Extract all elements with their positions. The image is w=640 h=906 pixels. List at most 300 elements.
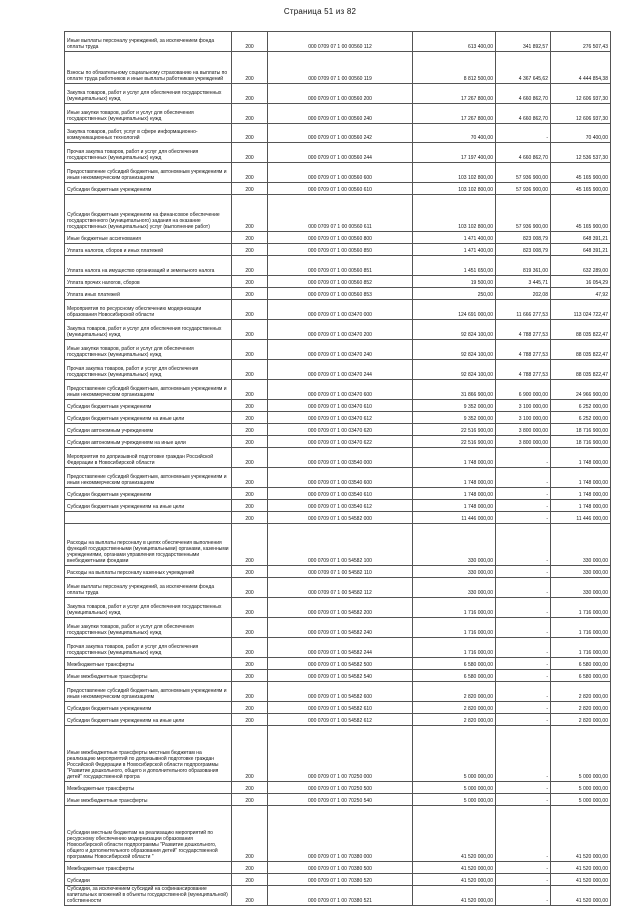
- row-line-code: 200: [232, 276, 268, 288]
- row-executed-amount: 4 788 277,53: [496, 360, 551, 380]
- table-row: [65, 702, 611, 714]
- row-line-code: 200: [232, 400, 268, 412]
- row-budget-code: 000 0709 07 1 00 70380 500: [268, 862, 413, 874]
- table-row: [65, 862, 611, 874]
- row-executed-amount: -: [496, 862, 551, 874]
- table-row: [65, 104, 611, 124]
- row-remaining-amount: 1 748 000,00: [551, 500, 611, 512]
- row-line-code: 200: [232, 488, 268, 500]
- row-approved-amount: 17 267 800,00: [413, 104, 496, 124]
- row-budget-code: 000 0709 07 1 00 70250 500: [268, 782, 413, 794]
- row-name: Прочая закупка товаров, работ и услуг для обеспечения государственных (муниципальных) нужд: [65, 638, 232, 658]
- row-budget-code: 000 0709 07 1 00 03470 612: [268, 412, 413, 424]
- row-remaining-amount: 632 289,00: [551, 256, 611, 276]
- row-line-code: 200: [232, 658, 268, 670]
- table-row: [65, 806, 611, 862]
- row-remaining-amount: 11 446 000,00: [551, 512, 611, 524]
- row-budget-code: 000 0709 07 1 00 70380 521: [268, 886, 413, 906]
- table-row: [65, 500, 611, 512]
- row-approved-amount: 1 471 400,00: [413, 232, 496, 244]
- row-remaining-amount: 18 716 900,00: [551, 424, 611, 436]
- row-executed-amount: -: [496, 524, 551, 566]
- row-approved-amount: 2 820 000,00: [413, 702, 496, 714]
- row-name: Расходы на выплаты персоналу казенных учреждений: [65, 566, 232, 578]
- row-remaining-amount: 6 580 000,00: [551, 670, 611, 682]
- row-line-code: 200: [232, 360, 268, 380]
- row-executed-amount: 341 892,57: [496, 32, 551, 52]
- row-remaining-amount: 6 252 000,00: [551, 400, 611, 412]
- row-executed-amount: 3 100 000,00: [496, 412, 551, 424]
- table-row: [65, 874, 611, 886]
- row-executed-amount: -: [496, 874, 551, 886]
- row-executed-amount: -: [496, 448, 551, 468]
- row-line-code: 200: [232, 143, 268, 163]
- row-executed-amount: -: [496, 598, 551, 618]
- row-budget-code: 000 0709 07 1 00 54582 110: [268, 566, 413, 578]
- row-name: Субсидии бюджетным учреждениям: [65, 183, 232, 195]
- row-remaining-amount: 330 000,00: [551, 566, 611, 578]
- row-approved-amount: 9 352 000,00: [413, 412, 496, 424]
- row-name: Закупка товаров, работ и услуг для обеспечения государственных (муниципальных) нужд: [65, 84, 232, 104]
- row-name: Закупка товаров, работ и услуг для обеспечения государственных (муниципальных) нужд: [65, 320, 232, 340]
- table-row: [65, 195, 611, 232]
- row-line-code: 200: [232, 524, 268, 566]
- row-name: Субсидии: [65, 874, 232, 886]
- row-line-code: 200: [232, 412, 268, 424]
- table-row: [65, 32, 611, 52]
- row-remaining-amount: 88 035 822,47: [551, 360, 611, 380]
- row-executed-amount: 3 445,71: [496, 276, 551, 288]
- row-approved-amount: 41 520 000,00: [413, 862, 496, 874]
- row-approved-amount: 5 000 000,00: [413, 726, 496, 782]
- row-remaining-amount: 1 716 000,00: [551, 618, 611, 638]
- table-row: [65, 488, 611, 500]
- table-row: [65, 578, 611, 598]
- row-budget-code: 000 0709 07 1 00 00560 800: [268, 232, 413, 244]
- row-line-code: 200: [232, 380, 268, 400]
- row-name: Иные выплаты персоналу учреждений, за исключением фонда оплаты труда: [65, 578, 232, 598]
- row-remaining-amount: 16 054,29: [551, 276, 611, 288]
- row-name: Закупка товаров, работ, услуг в сфере информационно-коммуникационных технологий: [65, 124, 232, 143]
- row-budget-code: 000 0709 07 1 00 00560 852: [268, 276, 413, 288]
- row-executed-amount: -: [496, 670, 551, 682]
- row-line-code: 200: [232, 340, 268, 360]
- row-budget-code: 000 0709 07 1 00 54582 200: [268, 598, 413, 618]
- row-line-code: 200: [232, 500, 268, 512]
- table-row: [65, 400, 611, 412]
- row-approved-amount: 2 820 000,00: [413, 714, 496, 726]
- row-line-code: 200: [232, 566, 268, 578]
- row-budget-code: 000 0709 07 1 00 00560 600: [268, 163, 413, 183]
- row-line-code: 200: [232, 670, 268, 682]
- row-line-code: 200: [232, 468, 268, 488]
- row-approved-amount: 41 520 000,00: [413, 874, 496, 886]
- row-budget-code: 000 0709 07 1 00 03470 620: [268, 424, 413, 436]
- row-line-code: 200: [232, 52, 268, 84]
- row-executed-amount: -: [496, 658, 551, 670]
- row-name: Взносы по обязательному социальному страхованию на выплаты по оплате труда работников и иные выплаты работникам учреждений: [65, 52, 232, 84]
- table-body: [65, 32, 611, 906]
- row-budget-code: 000 0709 07 1 00 54582 244: [268, 638, 413, 658]
- row-approved-amount: 31 866 900,00: [413, 380, 496, 400]
- row-budget-code: 000 0709 07 1 00 54582 600: [268, 682, 413, 702]
- row-executed-amount: -: [496, 782, 551, 794]
- row-name: Иные выплаты персоналу учреждений, за исключением фонда оплаты труда: [65, 32, 232, 52]
- row-budget-code: 000 0709 07 1 00 54582 500: [268, 658, 413, 670]
- row-approved-amount: 92 824 100,00: [413, 320, 496, 340]
- row-remaining-amount: 41 520 000,00: [551, 886, 611, 906]
- row-executed-amount: -: [496, 682, 551, 702]
- table-row: [65, 598, 611, 618]
- table-row: [65, 618, 611, 638]
- table-row: [65, 468, 611, 488]
- row-budget-code: 000 0709 07 1 00 00560 244: [268, 143, 413, 163]
- row-line-code: 200: [232, 84, 268, 104]
- row-name: Субсидии бюджетным учреждениям на иные цели: [65, 500, 232, 512]
- row-approved-amount: 19 500,00: [413, 276, 496, 288]
- row-remaining-amount: 276 507,43: [551, 32, 611, 52]
- table-row: [65, 256, 611, 276]
- row-approved-amount: 1 748 000,00: [413, 448, 496, 468]
- row-budget-code: 000 0709 07 1 00 03540 610: [268, 488, 413, 500]
- row-line-code: 200: [232, 682, 268, 702]
- row-remaining-amount: 6 252 000,00: [551, 412, 611, 424]
- row-line-code: 200: [232, 874, 268, 886]
- table-row: [65, 424, 611, 436]
- row-remaining-amount: 5 000 000,00: [551, 794, 611, 806]
- row-remaining-amount: 24 966 900,00: [551, 380, 611, 400]
- table-row: [65, 163, 611, 183]
- row-line-code: 200: [232, 32, 268, 52]
- row-line-code: 200: [232, 578, 268, 598]
- row-budget-code: 000 0709 07 1 00 00560 611: [268, 195, 413, 232]
- row-executed-amount: 6 900 000,00: [496, 380, 551, 400]
- table-row: [65, 143, 611, 163]
- row-line-code: 200: [232, 714, 268, 726]
- row-approved-amount: 22 516 900,00: [413, 436, 496, 448]
- row-executed-amount: 4 788 277,53: [496, 340, 551, 360]
- row-approved-amount: 11 446 000,00: [413, 512, 496, 524]
- row-remaining-amount: 70 400,00: [551, 124, 611, 143]
- row-name: Уплата прочих налогов, сборов: [65, 276, 232, 288]
- row-budget-code: 000 0709 07 1 00 00560 610: [268, 183, 413, 195]
- table-row: [65, 524, 611, 566]
- row-approved-amount: 250,00: [413, 288, 496, 300]
- row-remaining-amount: 1 748 000,00: [551, 488, 611, 500]
- table-row: [65, 436, 611, 448]
- row-name: Мероприятия по допризывной подготовке граждан Российской Федерации в Новосибирской области: [65, 448, 232, 468]
- table-row: [65, 84, 611, 104]
- table-row: [65, 658, 611, 670]
- row-executed-amount: -: [496, 500, 551, 512]
- row-budget-code: 000 0709 07 1 00 03540 612: [268, 500, 413, 512]
- row-approved-amount: 103 102 800,00: [413, 183, 496, 195]
- row-approved-amount: 1 748 000,00: [413, 468, 496, 488]
- row-name: Иные закупки товаров, работ и услуг для обеспечения государственных (муниципальных) нужд: [65, 340, 232, 360]
- row-remaining-amount: 2 820 000,00: [551, 702, 611, 714]
- row-approved-amount: 70 400,00: [413, 124, 496, 143]
- row-executed-amount: -: [496, 726, 551, 782]
- table-row: [65, 124, 611, 143]
- row-executed-amount: -: [496, 468, 551, 488]
- table-row: [65, 300, 611, 320]
- row-executed-amount: -: [496, 638, 551, 658]
- row-line-code: 200: [232, 794, 268, 806]
- row-remaining-amount: 41 520 000,00: [551, 862, 611, 874]
- row-executed-amount: 57 936 900,00: [496, 163, 551, 183]
- row-approved-amount: 1 451 650,00: [413, 256, 496, 276]
- row-executed-amount: -: [496, 488, 551, 500]
- row-executed-amount: -: [496, 794, 551, 806]
- row-name: Субсидии автономным учреждениям на иные цели: [65, 436, 232, 448]
- row-executed-amount: -: [496, 124, 551, 143]
- row-approved-amount: 2 820 000,00: [413, 682, 496, 702]
- row-approved-amount: 1 716 000,00: [413, 598, 496, 618]
- row-line-code: 200: [232, 702, 268, 714]
- row-line-code: 200: [232, 598, 268, 618]
- row-name: Субсидии бюджетным учреждениям: [65, 702, 232, 714]
- row-budget-code: 000 0709 07 1 00 54582 000: [268, 512, 413, 524]
- table-row: [65, 340, 611, 360]
- row-name: Межбюджетные трансферты: [65, 658, 232, 670]
- table-row: [65, 726, 611, 782]
- row-budget-code: 000 0709 07 1 00 03470 622: [268, 436, 413, 448]
- row-budget-code: 000 0709 07 1 00 54582 612: [268, 714, 413, 726]
- row-remaining-amount: 113 024 722,47: [551, 300, 611, 320]
- table-row: [65, 714, 611, 726]
- table-row: [65, 512, 611, 524]
- table-row: [65, 782, 611, 794]
- row-approved-amount: 41 520 000,00: [413, 806, 496, 862]
- row-remaining-amount: 41 520 000,00: [551, 806, 611, 862]
- row-approved-amount: 17 267 800,00: [413, 84, 496, 104]
- row-executed-amount: -: [496, 578, 551, 598]
- row-remaining-amount: 5 000 000,00: [551, 782, 611, 794]
- table-row: [65, 360, 611, 380]
- budget-execution-table: [64, 31, 611, 906]
- row-approved-amount: 1 716 000,00: [413, 638, 496, 658]
- row-remaining-amount: 2 820 000,00: [551, 682, 611, 702]
- table-row: [65, 448, 611, 468]
- row-executed-amount: 57 936 900,00: [496, 195, 551, 232]
- row-line-code: 200: [232, 244, 268, 256]
- row-approved-amount: 22 516 900,00: [413, 424, 496, 436]
- row-line-code: 200: [232, 618, 268, 638]
- row-name: Расходы на выплаты персоналу в целях обеспечения выполнения функций государственными (муниципальными) органами, казенными учреждениями, органами управления государственными внебюджетными фондами: [65, 524, 232, 566]
- row-remaining-amount: 1 748 000,00: [551, 468, 611, 488]
- table-row: [65, 276, 611, 288]
- row-line-code: 200: [232, 124, 268, 143]
- row-remaining-amount: 88 035 822,47: [551, 320, 611, 340]
- row-remaining-amount: 330 000,00: [551, 524, 611, 566]
- row-name: Иные межбюджетные трансферты местным бюджетам на реализацию мероприятий по допризывной подготовке граждан Российской Федерации в Новосибирской области подпрограммы "Развитие дошкольного, общего и дополнительного образования детей" государственной програ: [65, 726, 232, 782]
- row-line-code: 200: [232, 300, 268, 320]
- row-executed-amount: -: [496, 714, 551, 726]
- row-budget-code: 000 0709 07 1 00 00560 853: [268, 288, 413, 300]
- row-budget-code: 000 0709 07 1 00 70380 520: [268, 874, 413, 886]
- row-budget-code: 000 0709 07 1 00 03470 240: [268, 340, 413, 360]
- row-remaining-amount: 12 606 937,30: [551, 84, 611, 104]
- row-budget-code: 000 0709 07 1 00 70250 000: [268, 726, 413, 782]
- row-line-code: 200: [232, 163, 268, 183]
- row-approved-amount: 1 748 000,00: [413, 488, 496, 500]
- row-line-code: 200: [232, 448, 268, 468]
- row-name: Уплата налогов, сборов и иных платежей: [65, 244, 232, 256]
- row-remaining-amount: 5 000 000,00: [551, 726, 611, 782]
- row-remaining-amount: 47,92: [551, 288, 611, 300]
- row-budget-code: 000 0709 07 1 00 03470 600: [268, 380, 413, 400]
- row-remaining-amount: 1 716 000,00: [551, 598, 611, 618]
- table-row: [65, 638, 611, 658]
- row-remaining-amount: 45 165 900,00: [551, 195, 611, 232]
- row-name: Уплата иных платежей: [65, 288, 232, 300]
- table-row: [65, 682, 611, 702]
- row-name: Предоставление субсидий бюджетным, автономным учреждениям и иным некоммерческим организациям: [65, 163, 232, 183]
- row-executed-amount: 819 361,00: [496, 256, 551, 276]
- row-remaining-amount: 648 391,21: [551, 232, 611, 244]
- row-approved-amount: 17 197 400,00: [413, 143, 496, 163]
- row-approved-amount: 103 102 800,00: [413, 163, 496, 183]
- row-name: Уплата налога на имущество организаций и земельного налога: [65, 256, 232, 276]
- row-approved-amount: 92 824 100,00: [413, 360, 496, 380]
- row-line-code: 200: [232, 104, 268, 124]
- row-executed-amount: 4 660 862,70: [496, 84, 551, 104]
- row-budget-code: 000 0709 07 1 00 00560 240: [268, 104, 413, 124]
- page-number-header: Страница 51 из 82: [283, 7, 357, 16]
- row-approved-amount: 1 716 000,00: [413, 618, 496, 638]
- row-name: [65, 512, 232, 524]
- row-name: Субсидии, за исключением субсидий на софинансирование капитальных вложений в объекты государственной (муниципальной) собственности: [65, 886, 232, 906]
- row-name: Субсидии местным бюджетам на реализацию мероприятий по ресурсному обеспечению модернизации образования Новосибирской области подпрограммы "Развитие дошкольного, общего и дополнительного образования детей" государственной программы Новосибирской области ": [65, 806, 232, 862]
- row-executed-amount: 823 008,79: [496, 232, 551, 244]
- row-executed-amount: -: [496, 566, 551, 578]
- row-budget-code: 000 0709 07 1 00 00560 112: [268, 32, 413, 52]
- table-row: [65, 232, 611, 244]
- row-budget-code: 000 0709 07 1 00 03470 610: [268, 400, 413, 412]
- row-approved-amount: 41 520 000,00: [413, 886, 496, 906]
- row-budget-code: 000 0709 07 1 00 03470 000: [268, 300, 413, 320]
- row-executed-amount: -: [496, 806, 551, 862]
- row-name: Предоставление субсидий бюджетным, автономным учреждениям и иным некоммерческим организациям: [65, 468, 232, 488]
- row-executed-amount: -: [496, 618, 551, 638]
- row-approved-amount: 330 000,00: [413, 566, 496, 578]
- row-executed-amount: 3 100 000,00: [496, 400, 551, 412]
- row-name: Субсидии автономным учреждениям: [65, 424, 232, 436]
- row-approved-amount: 5 000 000,00: [413, 782, 496, 794]
- row-approved-amount: 6 580 000,00: [413, 670, 496, 682]
- row-executed-amount: 4 660 862,70: [496, 143, 551, 163]
- row-line-code: 200: [232, 288, 268, 300]
- row-approved-amount: 124 691 000,00: [413, 300, 496, 320]
- row-budget-code: 000 0709 07 1 00 00560 850: [268, 244, 413, 256]
- row-budget-code: 000 0709 07 1 00 03540 600: [268, 468, 413, 488]
- table-row: [65, 320, 611, 340]
- row-name: Предоставление субсидий бюджетным, автономным учреждениям и иным некоммерческим организациям: [65, 380, 232, 400]
- row-name: Предоставление субсидий бюджетным, автономным учреждениям и иным некоммерческим организациям: [65, 682, 232, 702]
- row-name: Иные межбюджетные трансферты: [65, 670, 232, 682]
- row-budget-code: 000 0709 07 1 00 03470 244: [268, 360, 413, 380]
- row-executed-amount: 11 666 277,53: [496, 300, 551, 320]
- row-approved-amount: 92 824 100,00: [413, 340, 496, 360]
- row-approved-amount: 330 000,00: [413, 524, 496, 566]
- row-line-code: 200: [232, 806, 268, 862]
- row-name: Иные закупки товаров, работ и услуг для обеспечения государственных (муниципальных) нужд: [65, 618, 232, 638]
- row-approved-amount: 8 812 500,00: [413, 52, 496, 84]
- row-name: Субсидии бюджетным учреждениям: [65, 400, 232, 412]
- table-row: [65, 566, 611, 578]
- row-approved-amount: 6 580 000,00: [413, 658, 496, 670]
- row-name: Субсидии бюджетным учреждениям на иные цели: [65, 714, 232, 726]
- row-name: Субсидии бюджетным учреждениям на иные цели: [65, 412, 232, 424]
- row-name: Субсидии бюджетным учреждениям: [65, 488, 232, 500]
- row-line-code: 200: [232, 320, 268, 340]
- row-budget-code: 000 0709 07 1 00 54582 112: [268, 578, 413, 598]
- row-approved-amount: 1 471 400,00: [413, 244, 496, 256]
- table-row: [65, 288, 611, 300]
- row-line-code: 200: [232, 195, 268, 232]
- row-line-code: 200: [232, 638, 268, 658]
- row-remaining-amount: 6 580 000,00: [551, 658, 611, 670]
- row-remaining-amount: 648 391,21: [551, 244, 611, 256]
- row-budget-code: 000 0709 07 1 00 03470 200: [268, 320, 413, 340]
- row-budget-code: 000 0709 07 1 00 00560 200: [268, 84, 413, 104]
- row-remaining-amount: 45 165 900,00: [551, 163, 611, 183]
- row-executed-amount: -: [496, 886, 551, 906]
- table-row: [65, 52, 611, 84]
- row-remaining-amount: 2 820 000,00: [551, 714, 611, 726]
- row-line-code: 200: [232, 232, 268, 244]
- table-row: [65, 183, 611, 195]
- row-remaining-amount: 12 606 937,30: [551, 104, 611, 124]
- row-approved-amount: 1 748 000,00: [413, 500, 496, 512]
- row-remaining-amount: 12 536 537,30: [551, 143, 611, 163]
- row-budget-code: 000 0709 07 1 00 70380 000: [268, 806, 413, 862]
- row-remaining-amount: 4 444 854,38: [551, 52, 611, 84]
- row-line-code: 200: [232, 183, 268, 195]
- row-executed-amount: -: [496, 512, 551, 524]
- row-executed-amount: 4 660 862,70: [496, 104, 551, 124]
- row-budget-code: 000 0709 07 1 00 00560 851: [268, 256, 413, 276]
- table-row: [65, 412, 611, 424]
- row-remaining-amount: 330 000,00: [551, 578, 611, 598]
- row-line-code: 200: [232, 726, 268, 782]
- row-line-code: 200: [232, 782, 268, 794]
- table-row: [65, 670, 611, 682]
- row-budget-code: 000 0709 07 1 00 70250 540: [268, 794, 413, 806]
- row-executed-amount: 823 008,79: [496, 244, 551, 256]
- row-executed-amount: -: [496, 702, 551, 714]
- row-remaining-amount: 41 520 000,00: [551, 874, 611, 886]
- row-remaining-amount: 1 716 000,00: [551, 638, 611, 658]
- row-approved-amount: 330 000,00: [413, 578, 496, 598]
- row-name: Закупка товаров, работ и услуг для обеспечения государственных (муниципальных) нужд: [65, 598, 232, 618]
- row-approved-amount: 9 352 000,00: [413, 400, 496, 412]
- row-executed-amount: 202,08: [496, 288, 551, 300]
- row-executed-amount: 3 800 000,00: [496, 424, 551, 436]
- row-approved-amount: 613 400,00: [413, 32, 496, 52]
- row-name: Иные межбюджетные трансферты: [65, 794, 232, 806]
- row-budget-code: 000 0709 07 1 00 54582 540: [268, 670, 413, 682]
- row-budget-code: 000 0709 07 1 00 54582 240: [268, 618, 413, 638]
- row-line-code: 200: [232, 436, 268, 448]
- row-line-code: 200: [232, 256, 268, 276]
- row-name: Субсидии бюджетным учреждениям на финансовое обеспечение государственного (муниципального) задания на оказание государственных (муниципальных) услуг (выполнение работ): [65, 195, 232, 232]
- row-remaining-amount: 45 165 900,00: [551, 183, 611, 195]
- row-remaining-amount: 88 035 822,47: [551, 340, 611, 360]
- row-name: Межбюджетные трансферты: [65, 782, 232, 794]
- row-executed-amount: 4 788 277,53: [496, 320, 551, 340]
- row-name: Мероприятия по ресурсному обеспечению модернизации образования Новосибирской области: [65, 300, 232, 320]
